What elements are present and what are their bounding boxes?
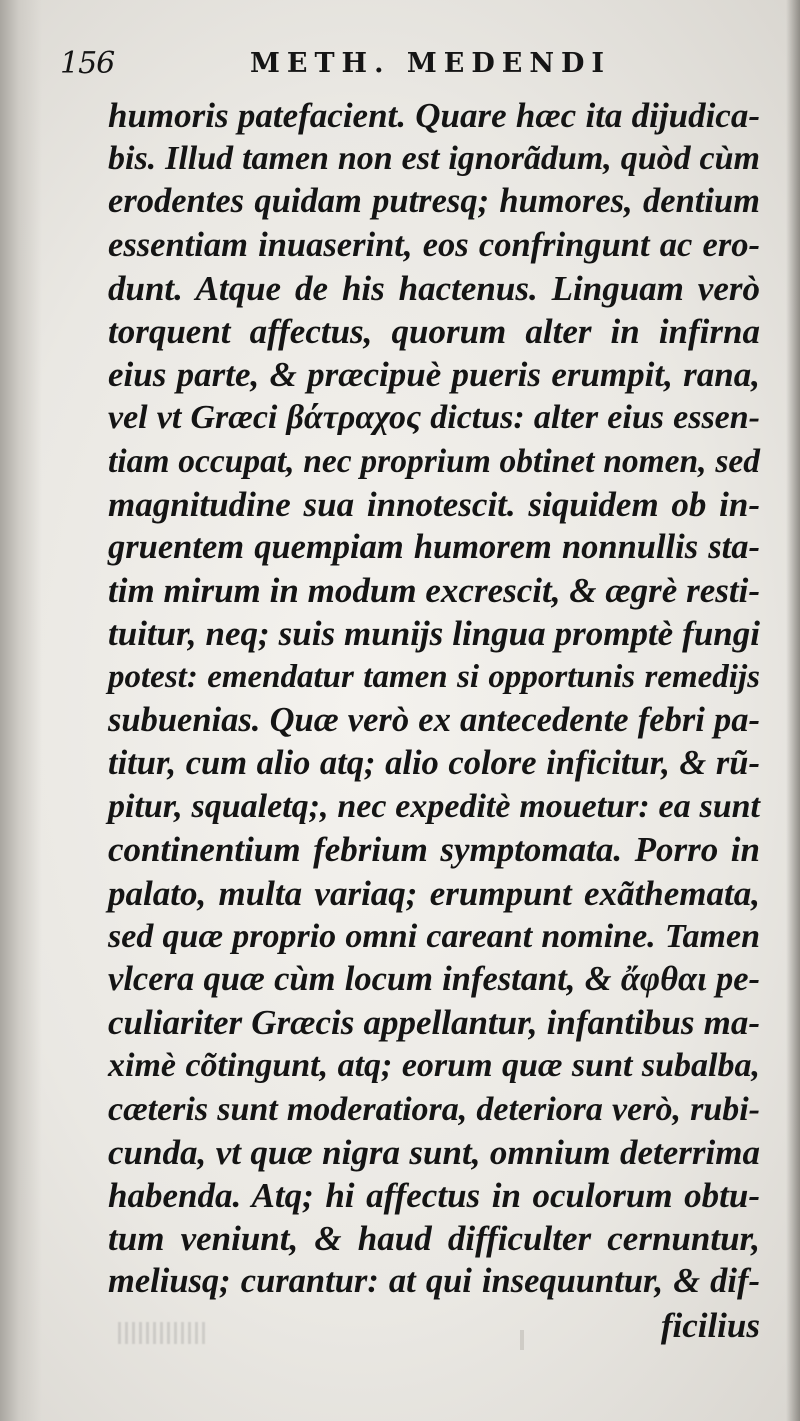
text-line: eius parte, & præcipuè pueris erumpit, rana,: [108, 355, 760, 395]
text-line: vlcera quæ cùm locum infestant, & ἄφθαι pe-: [108, 960, 760, 999]
page-edge-shadow: [786, 0, 800, 1421]
text-line: vel vt Græci βάτραχος dictus: alter eius essen-: [108, 399, 760, 437]
catchword: ficilius: [660, 1305, 760, 1345]
text-line: erodentes quidam putresq; humores, dentium: [108, 182, 760, 221]
text-line: tim mirum in modum excrescit, & ægrè resti-: [108, 571, 760, 611]
page-header: [60, 46, 760, 94]
page-number: 156: [60, 46, 115, 81]
text-line: meliusq; curantur: at qui insequuntur, & dif-: [108, 1262, 760, 1301]
text-line: magnitudine sua innotescit. siquidem ob in-: [108, 484, 760, 524]
text-line: tum veniunt, & haud difficulter cernuntur,: [108, 1219, 760, 1259]
text-line: tiam occupat, nec proprium obtinet nomen, sed: [108, 442, 760, 480]
show-through-offset: [118, 1322, 208, 1344]
text-line: palato, multa variaq; erumpunt exãthemata,: [108, 873, 760, 913]
text-line: titur, cum alio atq; alio colore inficitur, & rũ-: [108, 744, 760, 783]
text-line: sed quæ proprio omni careant nomine. Tamen: [108, 917, 760, 955]
text-line: ximè cõtingunt, atq; eorum quæ sunt subalba,: [108, 1047, 760, 1085]
text-line: cunda, vt quæ nigra sunt, omnium deterrima: [108, 1132, 760, 1172]
text-line: continentium febrium symptomata. Porro in: [108, 830, 760, 870]
gutter-shadow: [0, 0, 42, 1421]
text-line: torquent affectus, quorum alter in infirna: [108, 312, 760, 352]
text-line: subuenias. Quæ verò ex antecedente febri pa-: [108, 700, 760, 739]
text-line: cæteris sunt moderatiora, deteriora verò, rubi-: [108, 1090, 760, 1128]
text-line: potest: emendatur tamen si opportunis remedijs: [108, 658, 760, 695]
text-line: tuitur, neq; suis munijs lingua promptè fungi: [108, 614, 760, 654]
text-line: culiariter Græcis appellantur, infantibus ma-: [108, 1003, 760, 1043]
body-text: [108, 94, 760, 1347]
text-line: habenda. Atq; hi affectus in oculorum obtu-: [108, 1176, 760, 1216]
text-line: essentiam inuaserint, eos confringunt ac ero-: [108, 225, 760, 264]
text-line: pitur, squaletq;, nec expeditè mouetur: ea sunt: [108, 788, 760, 826]
paper-mark: [520, 1330, 524, 1350]
text-line: humoris patefacient. Quare hæc ita dijudica-: [108, 96, 760, 135]
text-line: dunt. Atque de his hactenus. Linguam verò: [108, 268, 760, 308]
running-head: METH. MEDENDI: [250, 48, 612, 79]
text-line: gruentem quempiam humorem nonnullis sta-: [108, 528, 760, 567]
text-line: bis. Illud tamen non est ignorãdum, quòd cùm: [108, 140, 760, 178]
